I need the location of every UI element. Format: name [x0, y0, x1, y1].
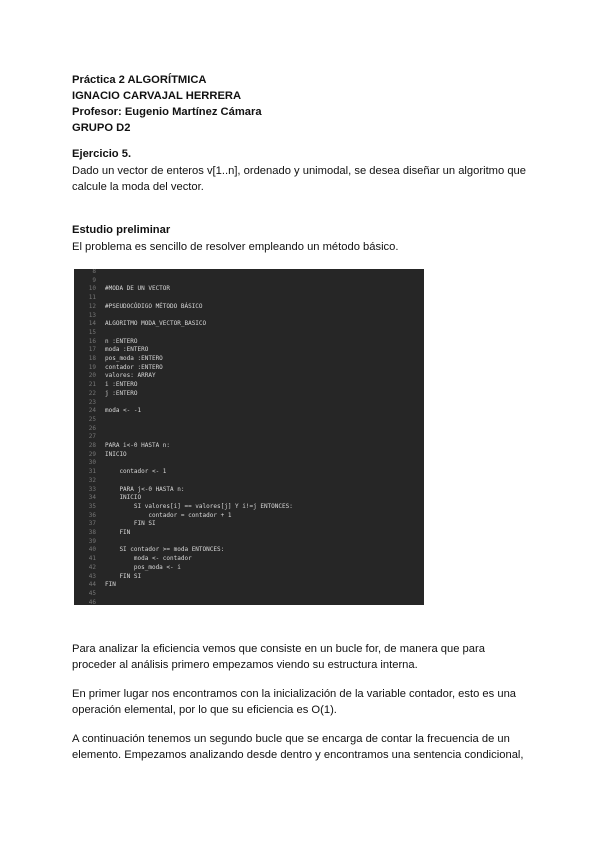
code-line [74, 406, 424, 415]
analysis-p1-line-2: proceder al análisis primero empezamos viendo su estructura interna. [72, 659, 418, 671]
code-line-text: moda <- contador [105, 555, 192, 563]
code-line [74, 563, 424, 572]
code-line [74, 511, 424, 520]
code-line-text: j :ENTERO [105, 389, 138, 397]
code-line [74, 572, 424, 581]
code-line [74, 528, 424, 537]
code-line-number: 38 [88, 529, 96, 536]
exercise-text-line-2: calcule la moda del vector. [72, 181, 204, 193]
code-line [74, 537, 424, 546]
code-line-number: 45 [88, 589, 96, 597]
code-line-number: 28 [88, 442, 96, 449]
code-line-number: 21 [88, 381, 96, 389]
code-line [74, 363, 424, 372]
code-line-number: 9 [92, 276, 96, 284]
code-line-text: FIN [105, 581, 116, 589]
code-line-number: 17 [88, 346, 96, 354]
study-text: El problema es sencillo de resolver empleando un método básico. [72, 241, 399, 253]
code-line-text: i :ENTERO [105, 381, 138, 389]
code-line-text: SI contador >= moda ENTONCES: [105, 546, 225, 554]
code-line-number: 31 [88, 468, 96, 476]
code-line [74, 284, 424, 293]
exercise-title: Ejercicio 5. [72, 148, 132, 160]
code-line-text: contador = contador + 1 [105, 511, 232, 519]
code-line [74, 415, 424, 424]
professor-line: Profesor: Eugenio Martínez Cámara [72, 106, 262, 118]
code-line-text: pos_moda :ENTERO [105, 355, 163, 362]
code-line [74, 398, 424, 407]
code-line-number: 22 [88, 389, 96, 397]
code-line-text: contador <- 1 [105, 468, 167, 476]
author-line: IGNACIO CARVAJAL HERRERA [72, 90, 242, 102]
code-line [74, 337, 424, 346]
code-line [74, 328, 424, 337]
code-line-number: 39 [88, 537, 96, 545]
code-line [74, 319, 424, 328]
exercise-text-line-1: Dado un vector de enteros v[1..n], ordenado y unimodal, se desea diseñar un algoritmo que [72, 165, 527, 177]
code-line-number: 26 [88, 424, 96, 432]
group-line: GRUPO D2 [72, 122, 131, 134]
code-line [74, 380, 424, 389]
code-line [74, 354, 424, 363]
code-line-number: 19 [88, 363, 96, 371]
code-line-text: moda :ENTERO [105, 346, 149, 354]
code-line [74, 476, 424, 485]
code-line [74, 293, 424, 302]
code-line-number: 11 [88, 294, 96, 302]
code-line [74, 276, 424, 285]
analysis-p3-line-1: A continuación tenemos un segundo bucle que se encarga de contar la frecuencia de un [72, 733, 510, 745]
code-line-number: 43 [88, 572, 96, 580]
code-line-number: 18 [88, 355, 96, 362]
code-line-text: FIN [105, 529, 131, 536]
code-line [74, 458, 424, 467]
code-line-text: FIN SI [105, 572, 142, 580]
code-line [74, 389, 424, 398]
code-line-number: 46 [88, 598, 96, 605]
code-line-text: FIN SI [105, 520, 156, 528]
code-line [74, 432, 424, 441]
title-line: Práctica 2 ALGORÍTMICA [72, 74, 207, 86]
code-line-number: 40 [88, 546, 96, 554]
code-line [74, 598, 424, 605]
analysis-p1-line-1: Para analizar la eficiencia vemos que consiste en un bucle for, de manera que para [72, 643, 485, 655]
code-line-number: 27 [88, 433, 96, 441]
code-line-text: n :ENTERO [105, 337, 138, 345]
code-line [74, 371, 424, 380]
code-line-number: 42 [88, 563, 96, 571]
code-line [74, 302, 424, 311]
code-line [74, 580, 424, 589]
code-line [74, 502, 424, 511]
code-line-text: PARA j<-0 HASTA n: [105, 485, 185, 493]
code-line-text: #PSEUDOCÓDIGO MÉTODO BÁSICO [105, 302, 203, 310]
code-line-number: 20 [88, 372, 96, 380]
code-line-number: 36 [88, 511, 96, 519]
code-line-number: 12 [88, 302, 96, 310]
code-line-number: 10 [88, 285, 96, 293]
code-line-text: pos_moda <- i [105, 563, 181, 571]
code-screenshot [74, 269, 424, 605]
code-line [74, 311, 424, 320]
code-line [74, 493, 424, 502]
code-line-text: moda <- -1 [105, 407, 142, 415]
code-line-number: 35 [88, 502, 96, 510]
code-line-number: 14 [88, 320, 96, 328]
code-line-number: 25 [88, 415, 96, 423]
code-line-text: valores: ARRAY [105, 372, 156, 380]
code-line [74, 545, 424, 554]
code-line-number: 30 [88, 459, 96, 467]
code-line-number: 13 [88, 311, 96, 319]
analysis-p2-line-1: En primer lugar nos encontramos con la inicialización de la variable contador, esto es una [72, 688, 517, 700]
code-line-number: 33 [88, 485, 96, 493]
code-line-number: 37 [88, 520, 96, 528]
analysis-p2-line-2: operación elemental, por lo que su eficiencia es O(1). [72, 704, 337, 716]
code-line-number: 44 [88, 581, 96, 589]
code-line [74, 345, 424, 354]
code-line [74, 589, 424, 598]
code-line-text: INICIO [105, 450, 127, 458]
code-line-number: 8 [92, 269, 96, 275]
code-line-number: 29 [88, 450, 96, 458]
code-line [74, 450, 424, 459]
code-line [74, 485, 424, 494]
code-line-number: 41 [88, 555, 96, 563]
code-line [74, 441, 424, 450]
code-line-text: ALGORITMO MODA_VECTOR_BASICO [105, 320, 207, 328]
code-line-text: SI valores[i] == valores[j] Y i!=j ENTONCES: [105, 502, 293, 510]
analysis-p3-line-2: elemento. Empezamos analizando desde dentro y encontramos una sentencia condicional, [72, 749, 524, 761]
code-line-text: INICIO [105, 494, 142, 502]
code-line-text: contador :ENTERO [105, 363, 163, 371]
code-line-number: 34 [88, 494, 96, 502]
code-line-number: 32 [88, 476, 96, 484]
code-line [74, 554, 424, 563]
code-line [74, 467, 424, 476]
code-line-number: 15 [88, 328, 96, 336]
code-line [74, 424, 424, 433]
study-title: Estudio preliminar [72, 224, 171, 236]
code-line-number: 16 [88, 337, 96, 345]
code-line-number: 24 [88, 407, 96, 415]
code-line-number: 23 [88, 398, 96, 406]
code-line-text: #MODA DE UN VECTOR [105, 285, 171, 293]
code-line-text: PARA i<-0 HASTA n: [105, 442, 171, 449]
code-line [74, 519, 424, 528]
